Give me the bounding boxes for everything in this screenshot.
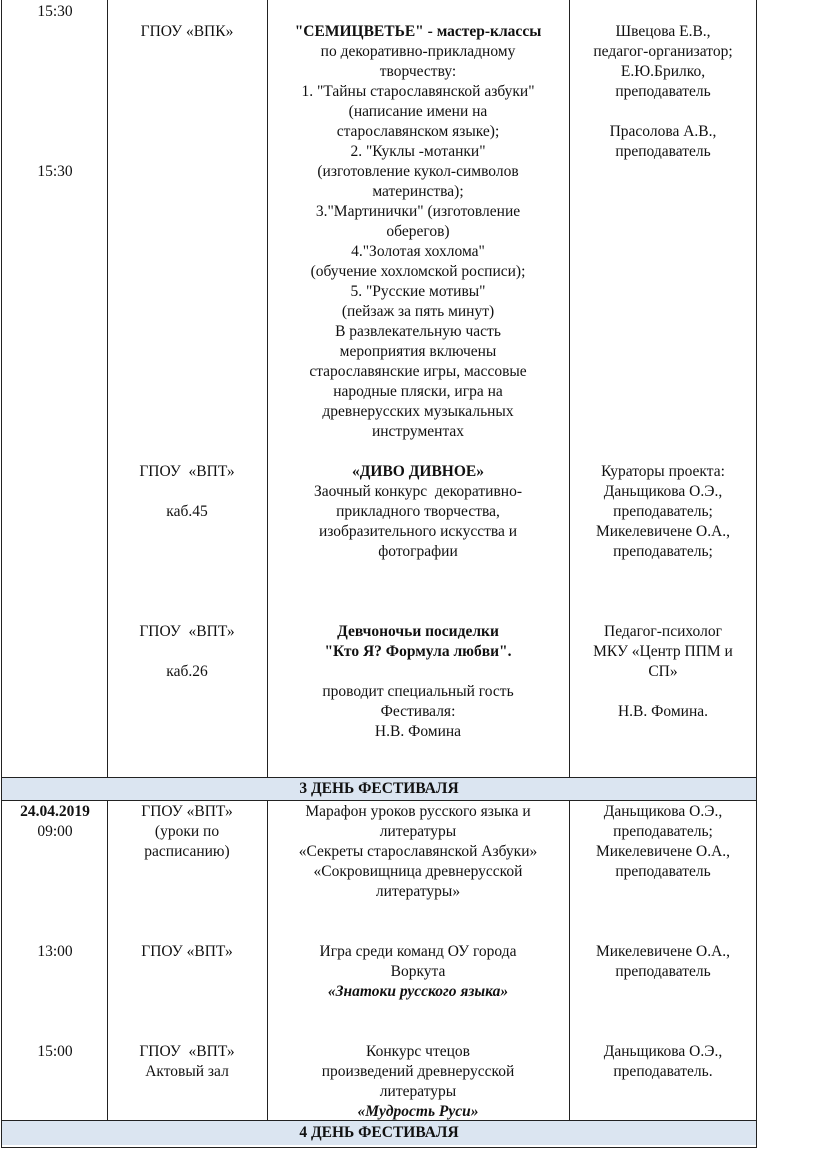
- event-text: литературы: [379, 823, 457, 840]
- person-cell: [570, 462, 756, 562]
- event-text: В развлекательную часть: [335, 323, 501, 340]
- person-text: преподаватель.: [613, 1063, 713, 1080]
- time-text: 15:00: [37, 1043, 73, 1060]
- person-cell: [570, 942, 756, 982]
- event-text: 3."Мартинички" (изготовление: [315, 203, 521, 220]
- event-text: фотографии: [378, 543, 458, 560]
- place-cell: [108, 802, 266, 862]
- row-border: [1, 777, 757, 778]
- person-text: преподаватель: [615, 863, 711, 880]
- place-text: каб.26: [166, 663, 208, 680]
- person-text: Н.В. Фомина.: [617, 703, 708, 720]
- event-text: литературы: [379, 1083, 457, 1100]
- time-cell: [4, 1042, 106, 1062]
- person-text: Микелевичене О.А.,: [595, 943, 731, 960]
- event-text: литературы»: [375, 883, 461, 900]
- event-text: «Секреты старославянской Азбуки»: [298, 843, 538, 860]
- place-text: ГПОУ «ВПК»: [140, 23, 234, 40]
- place-text: ГПОУ «ВПТ»: [141, 803, 233, 820]
- event-text: Конкурс чтецов: [366, 1043, 470, 1060]
- time-cell: [4, 162, 106, 182]
- person-text: [570, 102, 756, 122]
- event-title: "Кто Я? Формула любви".: [324, 643, 512, 660]
- day4-title: 4 ДЕНЬ ФЕСТИВАЛЯ: [299, 1124, 459, 1141]
- place-cell: [108, 942, 266, 962]
- event-text: старославянские игры, массовые: [309, 363, 527, 380]
- event-text: произведений древнерусской: [321, 1063, 515, 1080]
- person-text: преподаватель;: [613, 823, 713, 840]
- table-border-right: [756, 0, 757, 1148]
- person-text: Микелевичене О.А.,: [595, 843, 731, 860]
- time-text: 13:00: [37, 943, 73, 960]
- row-border: [1, 1147, 757, 1148]
- person-text: [570, 682, 756, 702]
- event-text: «Сокровищница древнерусской: [313, 863, 523, 880]
- event-text: 5. "Русские мотивы": [350, 283, 486, 300]
- date-text: 24.04.2019: [20, 803, 90, 820]
- person-text: Педагог-психолог: [604, 623, 722, 640]
- time-cell: [4, 2, 106, 22]
- place-text: ГПОУ «ВПТ»: [139, 1043, 235, 1060]
- place-cell: [108, 622, 266, 682]
- event-text: по декоративно-прикладному: [320, 43, 516, 60]
- person-text: Швецова Е.В.,: [615, 23, 711, 40]
- person-text: СП»: [648, 663, 678, 680]
- person-text: преподаватель: [615, 143, 711, 160]
- date-time-cell: [4, 802, 106, 842]
- event-text: "СЕМИЦВЕТЬЕ" - мастер-классы: [294, 23, 542, 40]
- event-text: Фестиваля:: [380, 703, 456, 720]
- person-text: преподаватель;: [613, 503, 713, 520]
- event-text: 4."Золотая хохлома": [351, 243, 485, 260]
- person-text: Даньщикова О.Э.,: [603, 483, 723, 500]
- event-text: Н.В. Фомина: [374, 723, 462, 740]
- person-text: Даньщикова О.Э.,: [603, 1043, 723, 1060]
- person-text: Прасолова А.В.,: [609, 123, 717, 140]
- place-text: [108, 482, 266, 502]
- place-text: (уроки по: [154, 823, 220, 840]
- event-text: проводит специальный гость: [322, 683, 514, 700]
- event-cell: [268, 22, 568, 442]
- place-text: [108, 642, 266, 662]
- event-text: [268, 662, 568, 682]
- time-cell: [4, 942, 106, 962]
- time-text: 15:30: [37, 163, 73, 180]
- person-text: Е.Ю.Брилко,: [620, 63, 706, 80]
- row-border: [1, 800, 757, 801]
- person-text: преподаватель;: [613, 543, 713, 560]
- person-text: педагог-организатор;: [593, 43, 733, 60]
- place-text: расписанию): [144, 843, 230, 860]
- time-text: 15:30: [37, 3, 73, 20]
- event-text: Заочный конкурс декоративно-: [314, 483, 522, 500]
- place-text: ГПОУ «ВПТ»: [141, 943, 233, 960]
- event-cell: [268, 942, 568, 1002]
- event-text: (написание имени на: [348, 103, 488, 120]
- place-text: ГПОУ «ВПТ»: [139, 463, 235, 480]
- place-cell: [108, 22, 266, 42]
- event-text: оберегов): [386, 223, 450, 240]
- time-text: 09:00: [37, 823, 73, 840]
- event-title: «ДИВО ДИВНОЕ»: [352, 463, 484, 480]
- event-cell: [268, 1042, 568, 1122]
- person-cell: [570, 802, 756, 882]
- table-border-left: [1, 0, 2, 1148]
- event-title: «Знатоки русского языка»: [327, 983, 509, 1000]
- person-cell: [570, 1042, 756, 1082]
- place-text: Актовый зал: [145, 1063, 229, 1080]
- event-text: прикладного творчества,: [336, 503, 500, 520]
- event-text: (обучение хохломской росписи);: [310, 263, 526, 280]
- event-text: материнства);: [372, 183, 464, 200]
- event-cell: [268, 462, 568, 562]
- person-text: преподаватель: [615, 963, 711, 980]
- person-cell: [570, 622, 756, 722]
- event-text: изобразительного искусства и: [318, 523, 518, 540]
- place-text: ГПОУ «ВПТ»: [139, 623, 235, 640]
- event-text: Марафон уроков русского языка и: [305, 803, 531, 820]
- event-text: 2. "Куклы -мотанки": [350, 143, 486, 160]
- day3-title: 3 ДЕНЬ ФЕСТИВАЛЯ: [299, 780, 459, 797]
- event-text: Воркута: [390, 963, 446, 980]
- event-text: Игра среди команд ОУ города: [319, 943, 517, 960]
- person-text: преподаватель: [615, 83, 711, 100]
- event-text: (пейзаж за пять минут): [341, 303, 495, 320]
- place-text: каб.45: [166, 503, 208, 520]
- event-text: народные пляски, игра на: [333, 383, 503, 400]
- event-text: 1. "Тайны старославянской азбуки": [301, 83, 535, 100]
- place-cell: [108, 462, 266, 522]
- event-title: Девчоночьи посиделки: [337, 623, 499, 640]
- person-text: Кураторы проекта:: [601, 463, 725, 480]
- place-cell: [108, 1042, 266, 1082]
- event-text: древнерусских музыкальных: [322, 403, 514, 420]
- event-text: старославянском языке);: [336, 123, 500, 140]
- event-text: инструментах: [371, 423, 465, 440]
- person-text: Микелевичене О.А.,: [595, 523, 731, 540]
- event-text: (изготовление кукол-символов: [317, 163, 519, 180]
- person-text: Даньщикова О.Э.,: [603, 803, 723, 820]
- person-cell: [570, 22, 756, 162]
- person-text: МКУ «Центр ППМ и: [593, 643, 733, 660]
- event-text: творчеству:: [379, 63, 457, 80]
- event-cell: [268, 622, 568, 742]
- event-text: мероприятия включены: [339, 343, 497, 360]
- event-title: «Мудрость Руси»: [357, 1103, 479, 1120]
- event-cell: [268, 802, 568, 902]
